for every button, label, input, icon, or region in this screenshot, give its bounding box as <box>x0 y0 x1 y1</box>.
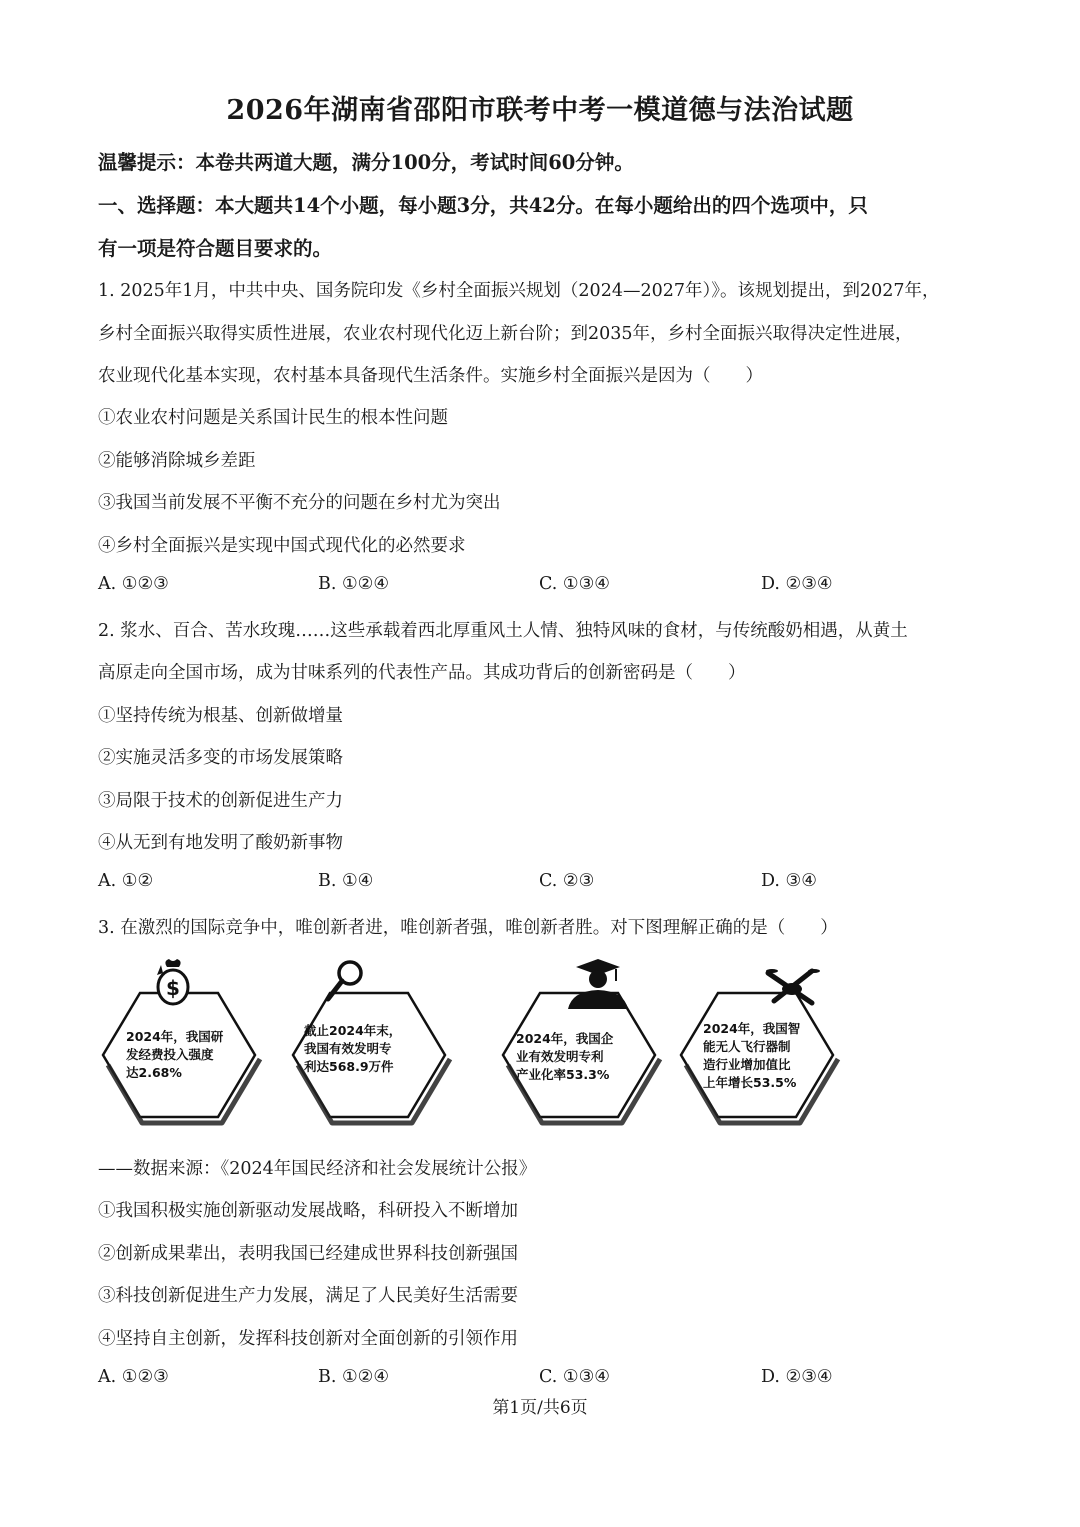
q1-choice-b[interactable]: B. ①②④ <box>318 574 390 594</box>
q3-choice-c[interactable]: C. ①③④ <box>539 1367 610 1387</box>
q2-stem-line: 2. 浆水、百合、苦水玫瑰……这些承载着西北厚重风土人情、独特风味的食材，与传统酸奶相遇，从黄土 <box>98 621 908 641</box>
hex4-line: 造行业增加值比 <box>703 1057 791 1072</box>
q1-stem-line: 乡村全面振兴取得实质性进展，农业农村现代化迈上新台阶；到2035年，乡村全面振兴取得决定性进展， <box>98 324 913 344</box>
hex1-line: 发经费投入强度 <box>126 1047 214 1062</box>
hex4-line: 能无人飞行器制 <box>703 1039 791 1054</box>
q3-choice-b[interactable]: B. ①②④ <box>318 1367 390 1387</box>
section-heading-line-2: 有一项是符合题目要求的。 <box>98 237 333 260</box>
q1-item: ③我国当前发展不平衡不充分的问题在乡村尤为突出 <box>98 493 501 513</box>
q2-choice-d[interactable]: D. ③④ <box>761 871 817 891</box>
q3-item: ④坚持自主创新，发挥科技创新对全面创新的引领作用 <box>98 1329 518 1349</box>
q1-stem-line: 1. 2025年1月，中共中央、国务院印发《乡村全面振兴规划（2024—2027年）》。该规划提出，到2027年， <box>98 281 940 301</box>
q3-data-source: ——数据来源：《2024年国民经济和社会发展统计公报》 <box>98 1159 537 1179</box>
q3-choices <box>98 1367 998 1393</box>
q2-choice-a[interactable]: A. ①② <box>98 871 154 891</box>
hex1-line: 2024年，我国研 <box>126 1029 224 1044</box>
innovation-figure <box>98 955 858 1135</box>
hex2-line: 我国有效发明专 <box>304 1041 392 1056</box>
hex1-line: 达2.68% <box>126 1065 182 1080</box>
innovation-figure-svg <box>98 955 858 1135</box>
q1-stem-line: 农业现代化基本实现，农村基本具备现代生活条件。实施乡村全面振兴是因为（ ） <box>98 366 763 386</box>
hex4-line: 上年增长53.5% <box>703 1075 797 1090</box>
q2-item: ①坚持传统为根基、创新做增量 <box>98 706 343 726</box>
hex3-line: 业有效发明专利 <box>516 1049 604 1064</box>
q3-choice-a[interactable]: A. ①②③ <box>98 1367 169 1387</box>
q1-item: ①农业农村问题是关系国计民生的根本性问题 <box>98 408 448 428</box>
q1-item: ④乡村全面振兴是实现中国式现代化的必然要求 <box>98 536 466 556</box>
hex2-line: 截止2024年末， <box>304 1023 402 1038</box>
q1-choice-d[interactable]: D. ②③④ <box>761 574 833 594</box>
q3-item: ③科技创新促进生产力发展，满足了人民美好生活需要 <box>98 1286 518 1306</box>
q1-choice-c[interactable]: C. ①③④ <box>539 574 610 594</box>
hex4-line: 2024年，我国智 <box>703 1021 801 1036</box>
q3-stem-line: 3. 在激烈的国际竞争中，唯创新者进，唯创新者强，唯创新者胜。对下图理解正确的是（ ） <box>98 918 838 938</box>
q2-choice-b[interactable]: B. ①④ <box>318 871 374 891</box>
q2-stem-line: 高原走向全国市场，成为甘味系列的代表性产品。其成功背后的创新密码是（ ） <box>98 663 746 683</box>
hexagon-card-3 <box>503 959 660 1123</box>
q2-item: ②实施灵活多变的市场发展策略 <box>98 748 343 768</box>
svg-text:$: $ <box>166 976 180 1000</box>
section-heading-line-1: 一、选择题：本大题共14个小题，每小题3分，共42分。在每小题给出的四个选项中，只 <box>98 194 868 217</box>
q2-choices <box>98 871 998 897</box>
hexagon-card-2 <box>293 962 450 1123</box>
q1-item: ②能够消除城乡差距 <box>98 451 256 471</box>
hex3-line: 2024年，我国企 <box>516 1031 614 1046</box>
q3-item: ②创新成果辈出，表明我国已经建成世界科技创新强国 <box>98 1244 518 1264</box>
money-bag-icon <box>157 959 188 1004</box>
q2-choice-c[interactable]: C. ②③ <box>539 871 595 891</box>
q2-item: ④从无到有地发明了酸奶新事物 <box>98 833 343 853</box>
hexagon-card-1 <box>103 959 260 1123</box>
q3-choice-d[interactable]: D. ②③④ <box>761 1367 833 1387</box>
exam-notice: 温馨提示：本卷共两道大题，满分100分，考试时间60分钟。 <box>98 151 634 174</box>
q1-choices <box>98 574 998 600</box>
q1-choice-a[interactable]: A. ①②③ <box>98 574 169 594</box>
page-number-footer: 第1页/共6页 <box>492 1398 588 1418</box>
hexagon-card-4 <box>681 969 838 1123</box>
hex2-line: 利达568.9万件 <box>304 1059 394 1074</box>
page-title: 2026年湖南省邵阳市联考中考一模道德与法治试题 <box>226 95 854 126</box>
graduate-icon <box>568 959 628 1009</box>
q3-item: ①我国积极实施创新驱动发展战略，科研投入不断增加 <box>98 1201 518 1221</box>
q2-item: ③局限于技术的创新促进生产力 <box>98 791 343 811</box>
hex3-line: 产业化率53.3% <box>516 1067 610 1082</box>
